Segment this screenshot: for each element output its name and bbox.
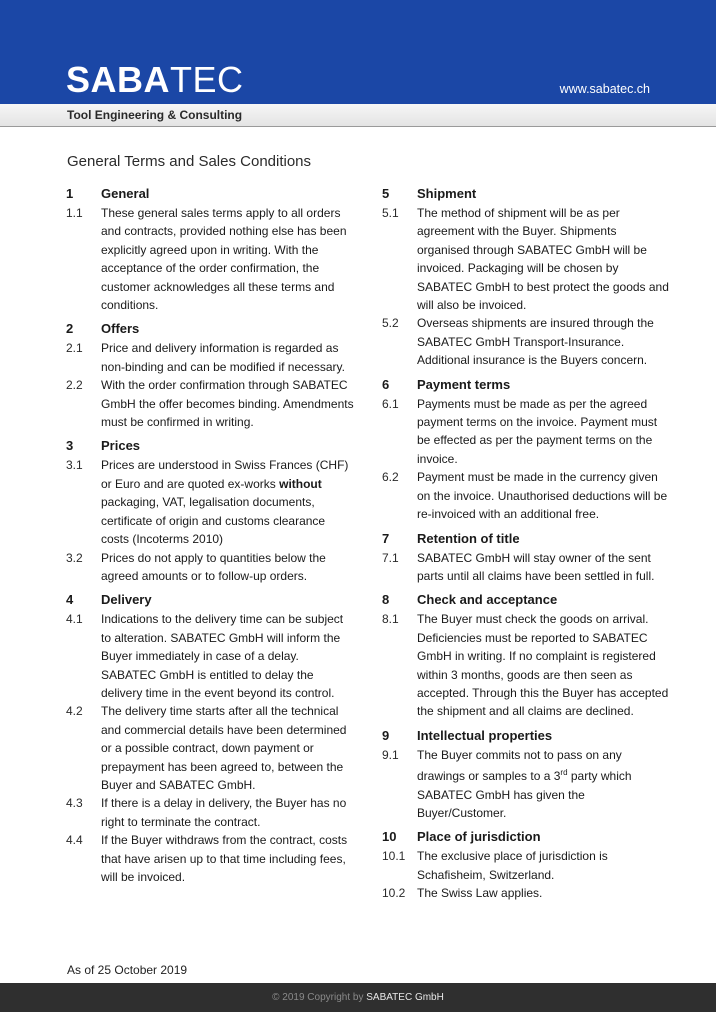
clause-2.2 [66, 376, 356, 431]
clause-text: The exclusive place of jurisdiction is Schafisheim, Switzerland. [417, 849, 608, 882]
footer-company: SABATEC GmbH [366, 992, 444, 1003]
website-link[interactable]: www.sabatec.ch [559, 82, 650, 96]
section-title: Check and acceptance [417, 592, 558, 608]
clause-number: 4.4 [66, 833, 83, 848]
clause-number: 5.1 [382, 206, 399, 220]
clause-text: If there is a delay in delivery, the Buyer has no right to terminate the contract. [101, 796, 347, 829]
section-number: 10 [382, 829, 397, 845]
clause-text: Price and delivery information is regarded as non-binding and can be modified if necessary. [101, 341, 345, 374]
clause-text-part: The Buyer commits not to pass on any drawings or samples to a 3 [417, 747, 622, 784]
section-heading [382, 727, 672, 745]
clause-text: With the order confirmation through SABATEC GmbH the offer becomes binding. Amendments must be confirmed in writing. [101, 378, 354, 430]
clause-number: 4.1 [66, 612, 83, 627]
clause-number: 8.1 [382, 612, 399, 627]
left-column [66, 185, 356, 892]
clause-text: The method of shipment will be as per agreement with the Buyer. Shipments organised through SABATEC GmbH will be invoiced. Packaging will be chosen by SABATEC GmbH to best protect the goods and will also be invoiced. [417, 206, 669, 313]
clause-text: The Swiss Law applies. [417, 886, 543, 901]
section-1 [66, 185, 356, 314]
clause-text-part: Prices are understood in Swiss Frances (CHF) or Euro and are quoted ex-works [101, 458, 349, 491]
clause-4.2 [66, 702, 356, 794]
section-5 [382, 185, 672, 370]
section-heading [382, 530, 672, 548]
company-tagline: Tool Engineering & Consulting [67, 108, 243, 122]
clause-4.1 [66, 610, 356, 702]
clause-7.1 [382, 549, 672, 586]
clause-text: Overseas shipments are insured through the SABATEC GmbH Transport-Insurance. Additional insurance is the Buyers concern. [417, 316, 654, 368]
section-heading [66, 320, 356, 338]
section-2 [66, 320, 356, 431]
document-title: General Terms and Sales Conditions [67, 153, 312, 170]
section-heading [382, 376, 672, 394]
footer-bar [0, 983, 716, 1012]
section-number: 6 [382, 376, 390, 392]
section-title: Place of jurisdiction [417, 829, 541, 845]
clause-6.1 [382, 395, 672, 469]
section-title: Shipment [417, 186, 477, 201]
clause-text [101, 456, 356, 548]
clause-text: These general sales terms apply to all orders and contracts, provided nothing else has been explicitly agreed upon in writing. With the acceptance of the order confirmation, the customer acknowledges all these terms and conditions. [101, 206, 347, 313]
clause-5.1 [382, 204, 672, 314]
section-heading [382, 828, 672, 846]
clause-number: 10.2 [382, 886, 406, 901]
section-4 [66, 591, 356, 886]
clause-6.2 [382, 468, 672, 523]
section-number: 3 [66, 438, 74, 454]
clause-number: 4.2 [66, 704, 83, 719]
clause-number: 3.1 [66, 458, 83, 473]
section-9 [382, 727, 672, 823]
section-number: 4 [66, 592, 74, 608]
section-6 [382, 376, 672, 524]
section-heading [382, 185, 672, 203]
section-3 [66, 437, 356, 585]
clause-number: 6.2 [382, 470, 399, 485]
clause-2.1 [66, 339, 356, 376]
clause-text: Indications to the delivery time can be subject to alteration. SABATEC GmbH will inform the Buyer immediately in case of a delay. SABATEC GmbH is entitled to delay the delivery time in the event beyond its control. [101, 612, 344, 700]
clause-4.3 [66, 794, 356, 831]
clause-number: 4.3 [66, 796, 83, 811]
section-title: General [101, 186, 150, 201]
clause-text: SABATEC GmbH will stay owner of the sent parts until all claims have been settled in full. [417, 550, 655, 583]
footer-copyright: © 2019 Copyright by [272, 992, 367, 1003]
clause-4.4 [66, 831, 356, 886]
clause-text: Payments must be made as per the agreed payment terms on the invoice. Payment must be effected as per the payment terms on the invoice. [417, 396, 658, 466]
clause-1.1 [66, 204, 356, 314]
clause-9.1 [382, 746, 672, 823]
clause-text [417, 746, 672, 823]
clause-5.2 [382, 314, 672, 369]
clause-text: The delivery time starts after all the technical and commercial details have been determined or a possible contract, down payment or prepayment has been agreed to, between the Buyer and SABATEC GmbH. [101, 704, 347, 792]
clause-text: Payment must be made in the currency given on the invoice. Unauthorised deductions will be re-invoiced with an additional free. [417, 470, 668, 522]
section-8 [382, 591, 672, 720]
clause-3.1 [66, 456, 356, 548]
clause-number: 3.2 [66, 550, 83, 565]
company-logo: SABATEC [66, 59, 244, 100]
section-heading [66, 437, 356, 455]
section-title: Payment terms [417, 376, 511, 392]
section-7 [382, 530, 672, 586]
section-title: Prices [101, 438, 141, 454]
clause-text: If the Buyer withdraws from the contract, costs that have arisen up to that time including fees, will be invoiced. [101, 833, 348, 884]
clause-3.2 [66, 549, 356, 586]
section-heading [66, 591, 356, 609]
section-heading [382, 591, 672, 609]
clause-text: Prices do not apply to quantities below the agreed amounts or to follow-up orders. [101, 550, 326, 583]
clause-number: 10.1 [382, 849, 406, 864]
section-number: 8 [382, 592, 390, 608]
clause-number: 1.1 [66, 206, 83, 220]
section-number: 1 [66, 186, 74, 201]
as-of-date: As of 25 October 2019 [67, 963, 188, 977]
clause-number: 6.1 [382, 396, 399, 411]
clause-number: 2.2 [66, 378, 83, 393]
clause-8.1 [382, 610, 672, 720]
section-title: Retention of title [417, 530, 520, 546]
section-title: Offers [101, 321, 140, 337]
clause-number: 2.1 [66, 341, 83, 356]
clause-text-part: party which SABATEC GmbH has given the Buyer/Customer. [417, 769, 632, 820]
section-number: 9 [382, 727, 390, 743]
section-10 [382, 828, 672, 902]
clause-number: 9.1 [382, 747, 399, 762]
clause-text-part: packaging, VAT, legalisation documents, certificate of origin and customs clearance costs (Incoterms 2010) [101, 495, 326, 547]
section-number: 2 [66, 321, 74, 337]
clause-text-emphasis: without [279, 476, 322, 491]
clause-number: 5.2 [382, 316, 399, 331]
section-title: Intellectual properties [417, 727, 553, 743]
clause-number: 7.1 [382, 550, 399, 565]
section-title: Delivery [101, 592, 152, 608]
section-heading [66, 185, 356, 203]
clause-text: The Buyer must check the goods on arrival. Deficiencies must be reported to SABATEC GmbH in writing. If no complaint is registered within 3 months, goods are then seen as accepted. Through this the Buyer has accepted the shipment and all claims are declined. [417, 612, 669, 719]
clause-10.1 [382, 847, 672, 884]
clause-10.2 [382, 884, 672, 902]
right-column [382, 185, 672, 909]
clause-text-superscript: rd [560, 768, 568, 778]
section-number: 7 [382, 530, 390, 546]
section-number: 5 [382, 186, 390, 201]
